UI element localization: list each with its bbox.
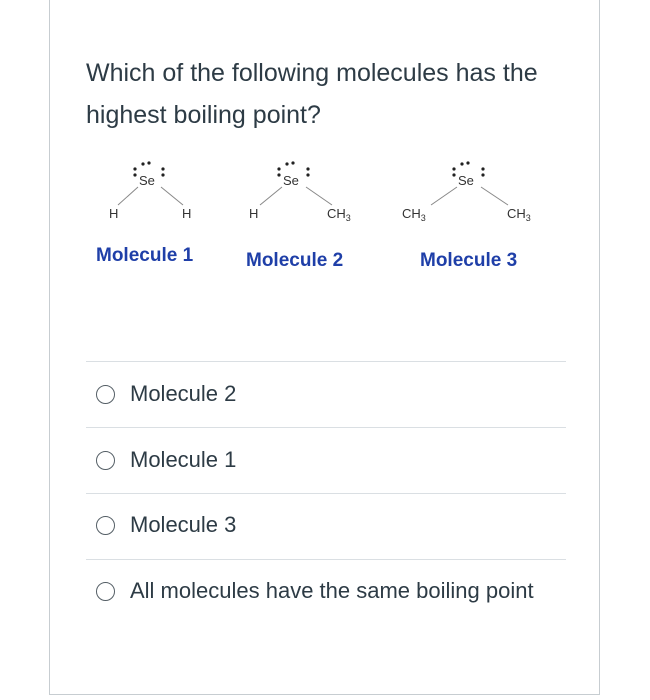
molecule-3-left-group-base: CH: [402, 206, 421, 221]
molecule-3-label: Molecule 3: [420, 250, 518, 271]
radio-button[interactable]: [96, 451, 115, 470]
molecule-2-right-group-subscript: 3: [345, 213, 351, 223]
radio-button[interactable]: [96, 516, 115, 535]
molecule-3-left-bond: [431, 187, 457, 205]
answer-label[interactable]: Molecule 1: [130, 447, 237, 472]
molecule-1-left-group: H: [109, 206, 119, 221]
answer-list: [86, 361, 566, 659]
quiz-question-card: [49, 0, 600, 695]
answer-option-4[interactable]: [86, 559, 566, 659]
molecule-3-structure: [402, 161, 531, 271]
molecule-1-structure: [96, 161, 194, 266]
radio-button[interactable]: [96, 582, 115, 601]
molecule-1-right-group: H: [182, 206, 192, 221]
molecule-1-right-bond: [161, 187, 183, 205]
molecule-2-right-group-base: CH: [327, 206, 346, 221]
molecule-diagram: [50, 148, 601, 288]
molecule-3-left-group-subscript: 3: [420, 213, 426, 223]
answer-option-3[interactable]: [86, 493, 566, 559]
radio-button[interactable]: [96, 385, 115, 404]
molecule-3-right-group-base: CH: [507, 206, 526, 221]
molecule-2-left-group: H: [249, 206, 259, 221]
molecule-1-label: Molecule 1: [96, 245, 194, 266]
molecule-1-central-atom: Se: [139, 173, 155, 188]
answer-label[interactable]: Molecule 3: [130, 512, 237, 537]
molecule-2-label: Molecule 2: [246, 250, 344, 271]
molecule-2-structure: [246, 161, 351, 271]
question-text: Which of the following molecules has the highest boiling point?: [86, 59, 538, 129]
molecule-1-left-bond: [118, 187, 138, 205]
molecule-2-right-bond: [306, 187, 332, 205]
answer-label[interactable]: All molecules have the same boiling point: [130, 578, 534, 603]
molecule-3-right-group: [507, 206, 531, 223]
molecule-3-left-group: [402, 206, 426, 223]
molecule-2-central-atom: Se: [283, 173, 299, 188]
molecule-3-central-atom: Se: [458, 173, 474, 188]
answer-label[interactable]: Molecule 2: [130, 381, 237, 406]
molecule-2-left-bond: [260, 187, 282, 205]
molecule-3-right-bond: [481, 187, 508, 205]
molecule-diagram-svg: [50, 148, 601, 288]
answer-option-2[interactable]: [86, 427, 566, 493]
molecule-2-right-group: [327, 206, 351, 223]
molecule-3-right-group-subscript: 3: [525, 213, 531, 223]
answer-option-1[interactable]: [86, 361, 566, 427]
